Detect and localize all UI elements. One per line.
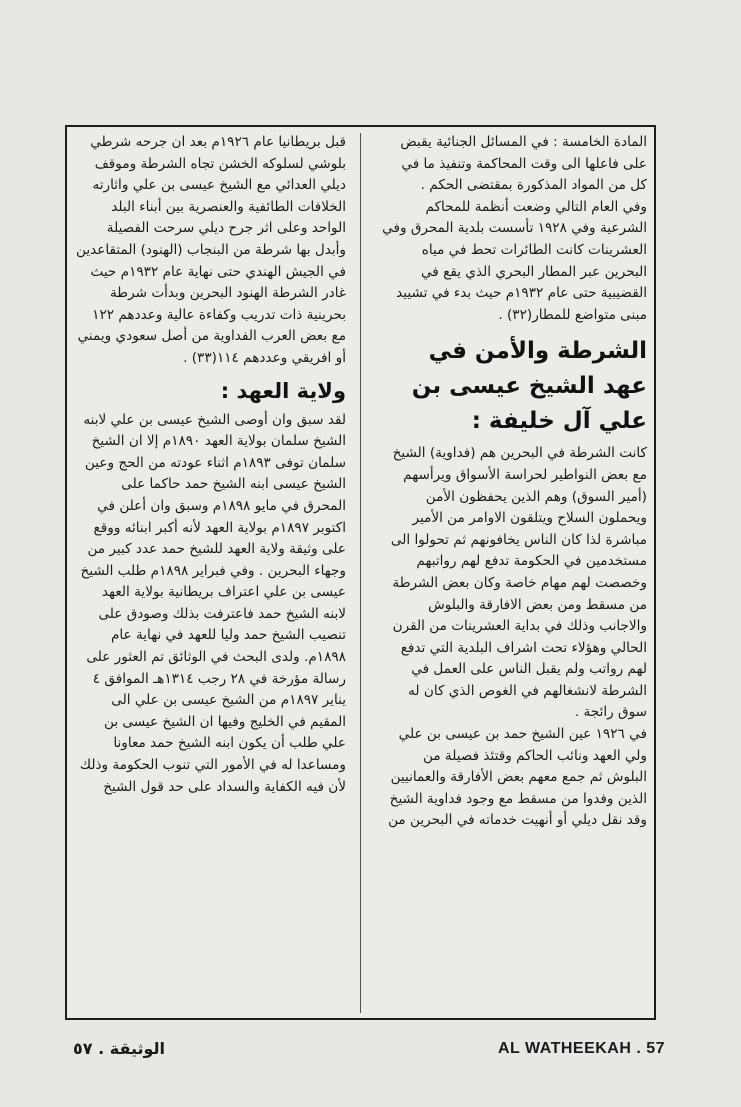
article-paragraph: المادة الخامسة : في المسائل الجنائية يقبض على فاعلها الى وقت المحاكمة وتنفيذ ما في كل من المواد المذكورة بمقتضى الحكم . — [400, 134, 647, 194]
section-heading: ولاية العهد : — [220, 378, 346, 403]
article-paragraph: في ١٩٢٦ عين الشيخ حمد بن عيسى بن علي ولي العهد ونائب الحاكم وقتئذ فصيلة من البلوش ثم جمع معهم بعض الأفارقة والعمانيين الذين وفدوا من مسقط مع وجود فداوية الشيخ وقد نقل ديلي أو أنهيت خدماته في البحرين من — [388, 726, 647, 829]
section-heading: الشرطة والأمن في عهد الشيخ عيسى بن علي آل خليفة : — [411, 338, 647, 435]
article-paragraph: لقد سبق وان أوصى الشيخ عيسى بن علي لابنه الشيخ سلمان بولاية العهد ١٨٩٠م إلا ان الشيخ سلمان توفى ١٨٩٣م اثناء عودته من الحج وعين الشيخ عيسى ابنه الشيخ حمد حاكما على المحرق في مايو ١٨٩٨م وسبق وان أعلن في اكتوبر ١٨٩٧م بولاية العهد لأنه أكبر ابنائه ووقع على وثيقة ولاية العهد للشيخ حمد عدد كبير من وجهاء البحرين . وفي فبراير ١٨٩٨م طلب الشيخ عيسى بن علي اعتراف بريطانية بولاية العهد لابنه الشيخ حمد فاعترفت بذلك وصودق على تنصيب الشيخ حمد وليا للعهد في نهاية عام ١٨٩٨م. ولدى البحث في الوثائق تم العثور على رسالة مؤرخة في ٢٨ رجب ١٣١٤هـ الموافق ٤ يناير ١٨٩٧م من الشيخ عيسى بن علي الى المقيم في الخليج وفيها ان الشيخ عيسى بن علي طلب أن يكون ابنه الشيخ حمد معاونا ومساعدا له في الأمور التي تنوب الحكومة وذلك لأن فيه الكفاية والسداد على حد قول الشيخ — [79, 411, 346, 795]
column-divider — [360, 133, 361, 1013]
article-column-right — [382, 132, 647, 1010]
page-footer-arabic: الوثيقة . ٥٧ — [73, 1039, 166, 1058]
article-paragraph: وفي العام التالي وضعت أنظمة للمحاكم الشرعية وفي ١٩٢٨ تأسست بلدية المحرق وفي العشرينات كانت الطائرات تحط في مياه البحرين عبر المطار البحري الذي يقع في القضيبية حتى عام ١٩٣٢م حيث بدء في تشييد مبنى متواضع للمطار(٣٢) . — [382, 198, 647, 323]
article-paragraph: قبل بريطانيا عام ١٩٢٦م بعد ان جرحه شرطي بلوشي لسلوكه الخشن تجاه الشرطة وموقف ديلي العدائي مع الشيخ عيسى بن علي واثارته الخلافات الطائفية والعنصرية بين أبناء البلد الواحد وعلى اثر جرح ديلي سرحت الفصيلة وأبدل بها شرطة من البنجاب (الهنود) المتقاعدين في الجيش الهندي حتى نهاية عام ١٩٣٢م حيث غادر الشرطة الهنود البحرين وبدأت شرطة بحرينية ذات تدريب وكفاءة عالية وعددهم ١٢٢ مع بعض العرب الفداوية من أصل سعودي ويمني أو افريقي وعددهم ١١٤(٣٣) . — [76, 134, 346, 366]
page-footer-latin: AL WATHEEKAH . 57 — [498, 1040, 666, 1057]
article-paragraph: كانت الشرطة في البحرين هم (فداوية) الشيخ مع بعض النواطير لحراسة الأسواق ويرأسهم (أمير السوق) وهم الذين يحفظون الأمن ويحملون السلاح ويتلقون الاوامر من الأمير مباشرة لذا كان الناس يخافونهم ثم تحولوا الى مستخدمين في الحكومة تدفع لهم رواتبهم وخصصت لهم مهام خاصة وكان بعض الشرطة من مسقط ومن بعض الافارقة والبلوش والاجانب وذلك في بداية العشرينات من القرن الحالي وهؤلاء تحت اشراف البلدية التي تدفع لهم رواتب ولم يقبل الناس على العمل في الشرطة لانشغالهم في الغوص الذي كان له سوق رائجة . — [390, 445, 647, 721]
article-column-left — [76, 132, 346, 1010]
